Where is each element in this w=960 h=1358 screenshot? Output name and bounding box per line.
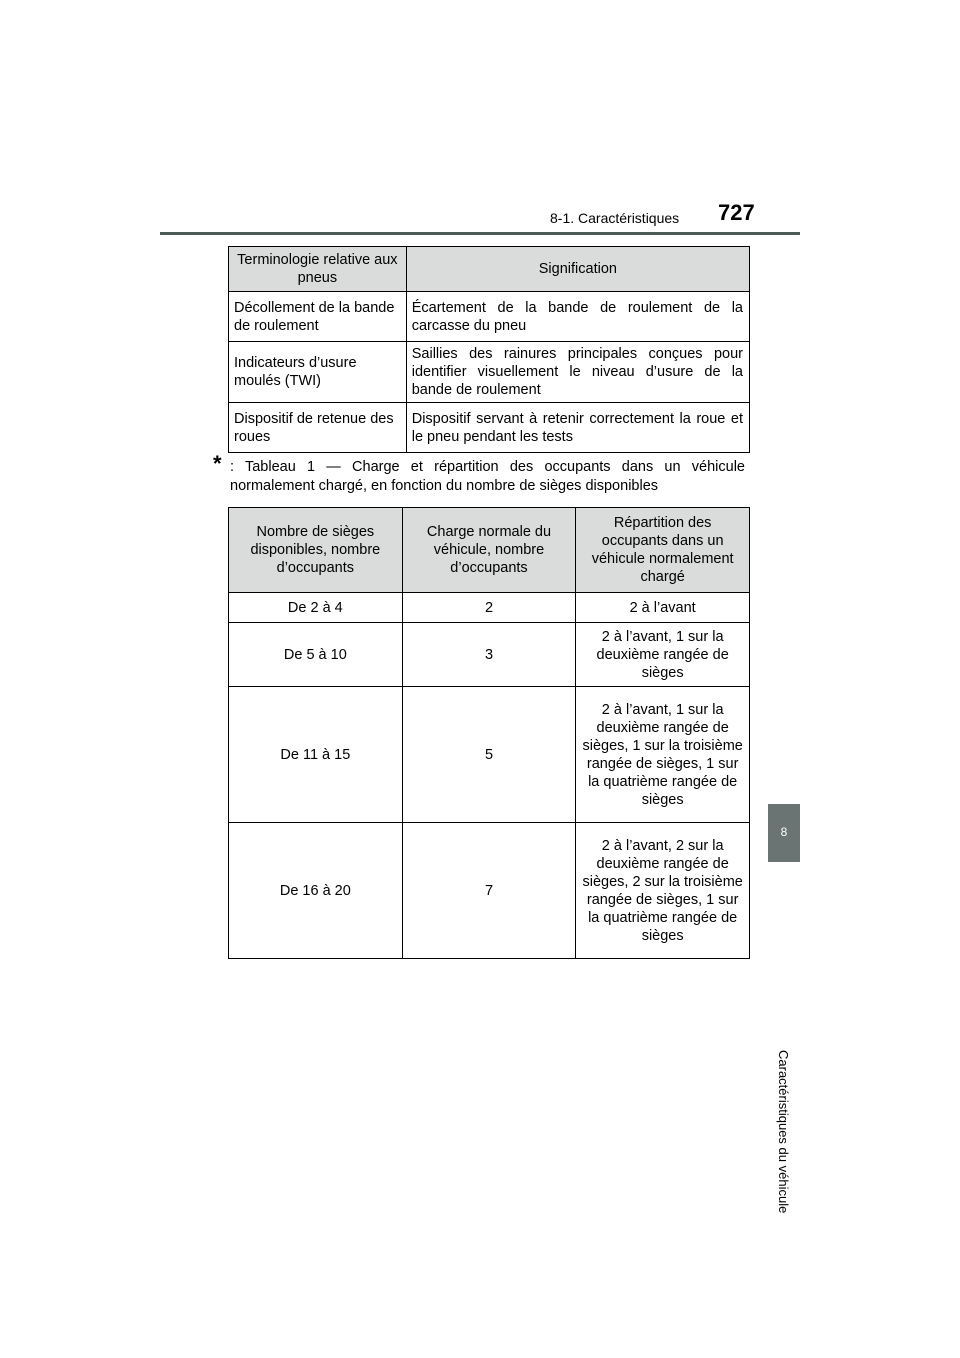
load-cell: 3 xyxy=(402,623,576,687)
table-row xyxy=(229,823,750,959)
distribution-cell: 2 à l’avant, 2 sur la deuxième rangée de sièges, 2 sur la troisième rangée de sièges, 1 sur la quatrième rangée de sièges xyxy=(576,823,750,959)
column-header-terminology: Terminologie relative aux pneus xyxy=(229,247,407,292)
term-cell: Décollement de la bande de roulement xyxy=(229,292,407,342)
seats-cell: De 11 à 15 xyxy=(229,687,403,823)
load-cell: 2 xyxy=(402,593,576,623)
tire-terminology-table xyxy=(228,246,750,453)
column-header-meaning: Signification xyxy=(406,247,749,292)
section-title: 8-1. Caractéristiques xyxy=(550,210,680,226)
distribution-cell: 2 à l’avant, 1 sur la deuxième rangée de sièges, 1 sur la troisième rangée de sièges, 1 sur la quatrième rangée de sièges xyxy=(576,687,750,823)
distribution-cell: 2 à l’avant, 1 sur la deuxième rangée de sièges xyxy=(576,623,750,687)
chapter-tab[interactable] xyxy=(768,804,800,862)
table-header-row xyxy=(229,247,750,292)
column-header-seats: Nombre de sièges disponibles, nombre d’occupants xyxy=(229,508,403,593)
term-cell: Dispositif de retenue des roues xyxy=(229,403,407,453)
column-header-normal-load: Charge normale du véhicule, nombre d’occupants xyxy=(402,508,576,593)
load-cell: 7 xyxy=(402,823,576,959)
chapter-label-text: Caractéristiques du véhicule xyxy=(776,1050,791,1214)
seats-cell: De 5 à 10 xyxy=(229,623,403,687)
table-row xyxy=(229,687,750,823)
table-row xyxy=(229,292,750,342)
distribution-cell: 2 à l’avant xyxy=(576,593,750,623)
chapter-number: 8 xyxy=(780,825,788,839)
term-cell: Indicateurs d’usure moulés (TWI) xyxy=(229,342,407,403)
column-header-distribution: Répartition des occupants dans un véhicule normalement chargé xyxy=(576,508,750,593)
table-row xyxy=(229,342,750,403)
seats-cell: De 16 à 20 xyxy=(229,823,403,959)
footnote xyxy=(213,451,745,496)
table-header-row xyxy=(229,508,750,593)
occupant-distribution-table xyxy=(228,507,750,959)
load-cell: 5 xyxy=(402,687,576,823)
page-number: 727 xyxy=(718,200,755,225)
seats-cell: De 2 à 4 xyxy=(229,593,403,623)
meaning-cell: Écartement de la bande de roulement de la carcasse du pneu xyxy=(406,292,749,342)
chapter-label xyxy=(774,870,794,1214)
footnote-marker: * xyxy=(213,451,222,476)
table-row xyxy=(229,623,750,687)
table-row xyxy=(229,593,750,623)
footnote-text: : Tableau 1 — Charge et répartition des occupants dans un véhicule normalement chargé, en fonction du nombre de sièges disponibles xyxy=(230,459,745,494)
table-row xyxy=(229,403,750,453)
header-divider xyxy=(160,232,800,235)
meaning-cell: Dispositif servant à retenir correctement la roue et le pneu pendant les tests xyxy=(406,403,749,453)
meaning-cell: Saillies des rainures principales conçues pour identifier visuellement le niveau d’usure de la bande de roulement xyxy=(406,342,749,403)
